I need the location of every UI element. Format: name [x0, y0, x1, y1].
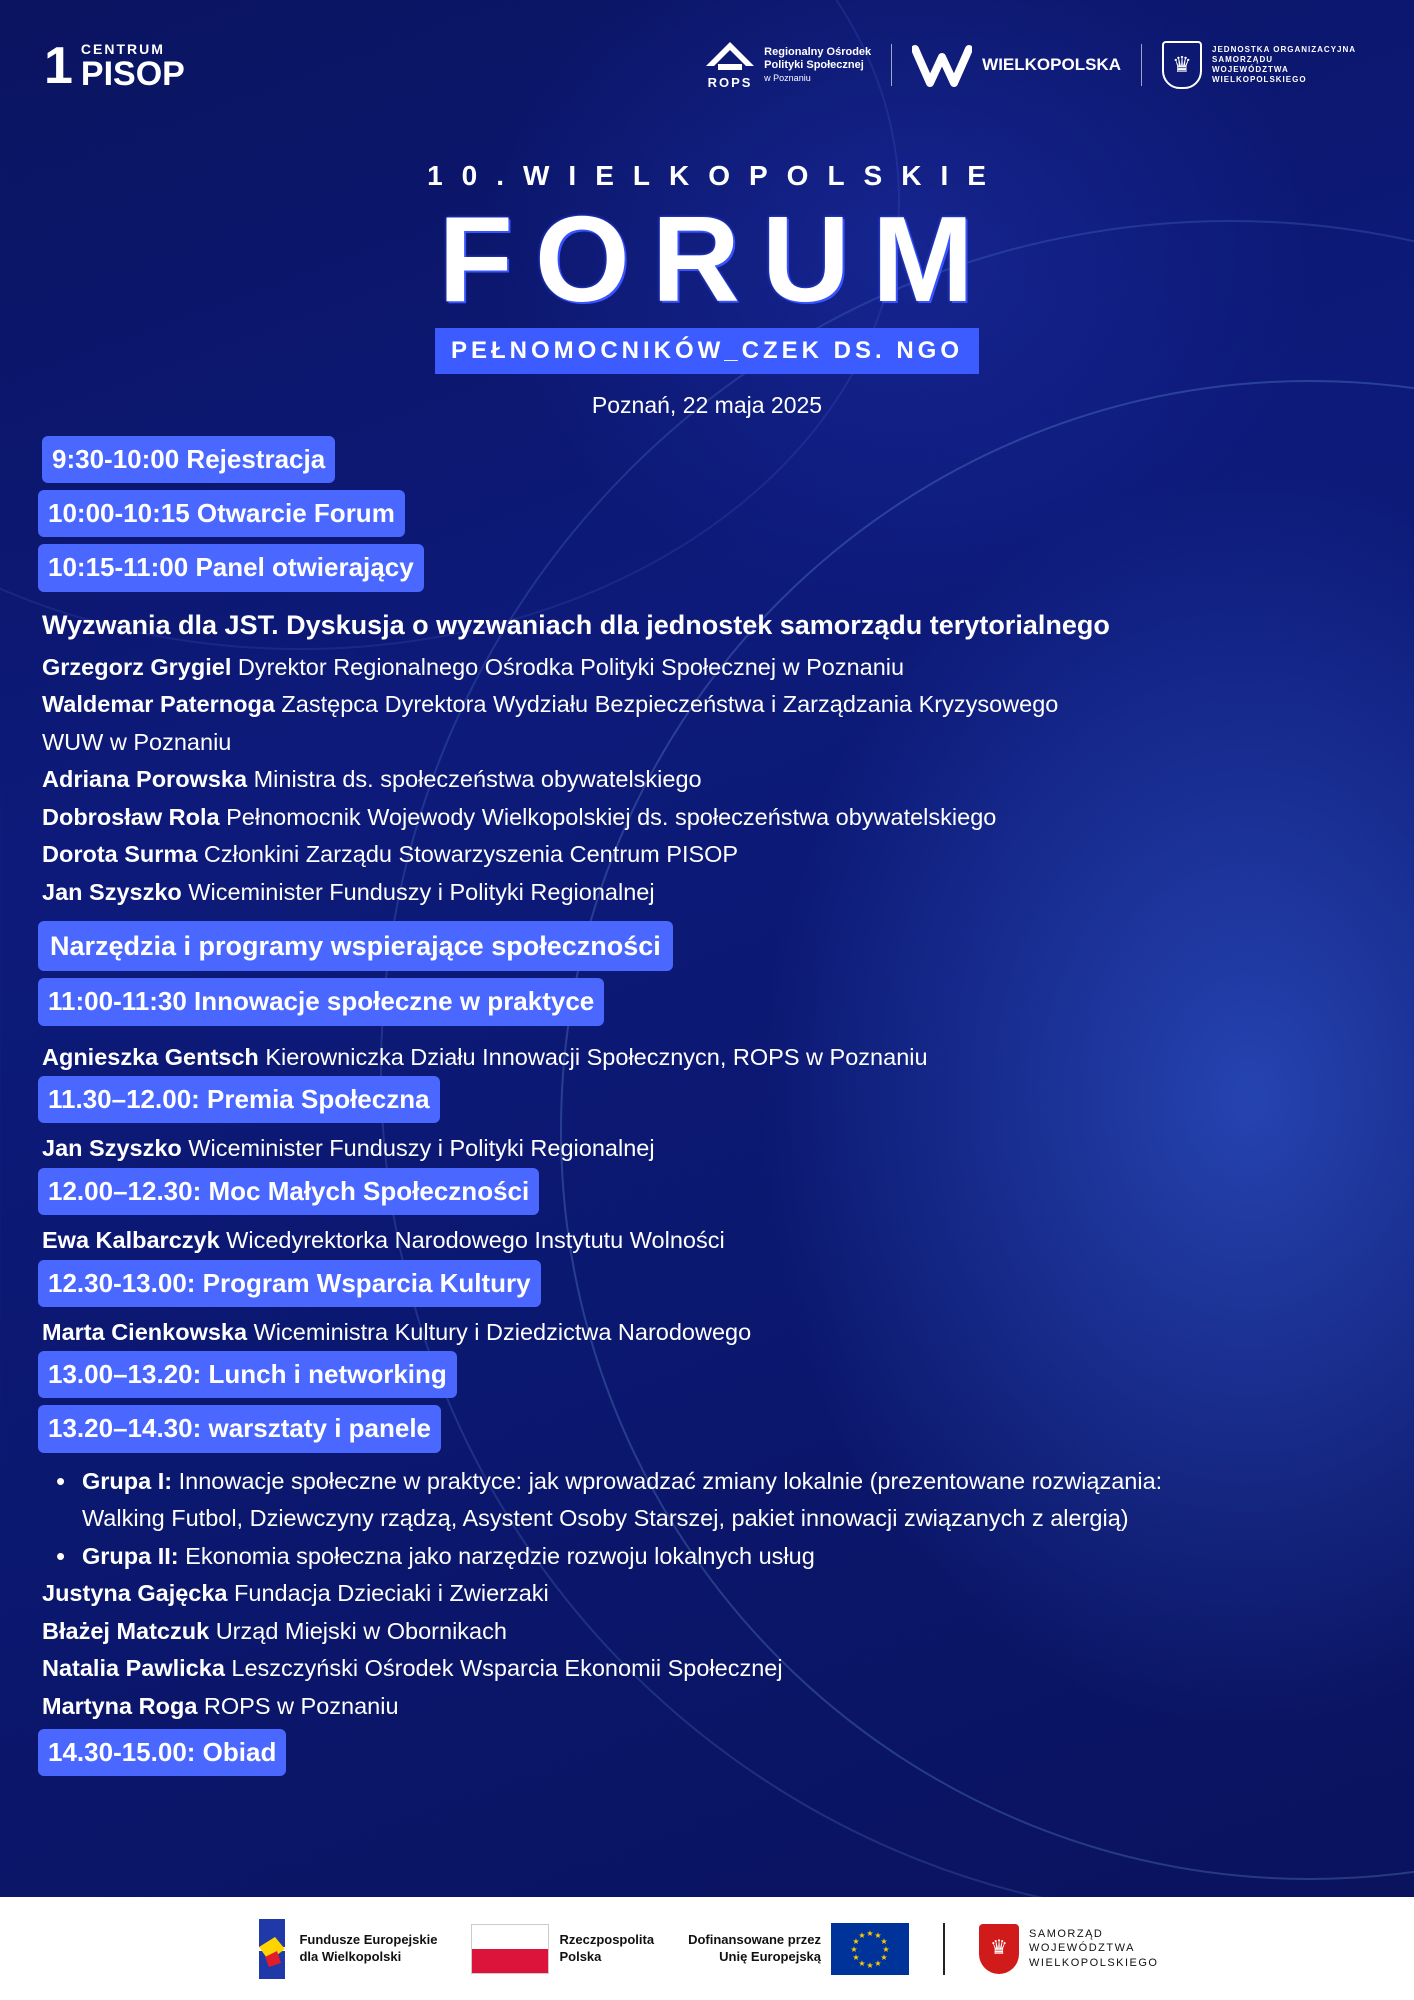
eagle-shield-icon: ♛ [1162, 41, 1202, 89]
wielkopolska-coat-of-arms-icon: ♛ [979, 1924, 1019, 1974]
agenda-item-opening-panel: 10:15-11:00 Panel otwierający [38, 544, 424, 591]
rops-acronym: ROPS [707, 75, 753, 90]
agenda-item-lunch: 13.00–13.20: Lunch i networking [38, 1351, 457, 1398]
title-main: FORUM [438, 191, 996, 327]
program-agenda [38, 436, 1378, 1783]
panel-heading: Wyzwania dla JST. Dyskusja o wyzwaniach dla jednostek samorządu terytorialnego [42, 609, 1110, 640]
svg-text:★: ★ [866, 1928, 874, 1938]
group-speaker: Justyna Gajęcka Fundacja Dzieciaki i Zwierzaki [42, 1580, 549, 1607]
eu-line2: Unię Europejską [719, 1948, 822, 1964]
fe-emblem-icon [255, 1917, 289, 1981]
title-subtitle-bar: PEŁNOMOCNIKÓW_CZEK DS. NGO [435, 328, 979, 374]
eu-line1: Dofinansowane przez [688, 1932, 822, 1948]
samorzad-wielkopolski-logo [979, 1924, 1158, 1974]
rp-line1: Rzeczpospolita [559, 1932, 655, 1948]
fe-line1: Fundusze Europejskie [299, 1932, 438, 1948]
wielkopolska-text: WIELKOPOLSKA [982, 55, 1121, 74]
svg-text:★: ★ [874, 1930, 882, 1940]
svg-text:★: ★ [852, 1952, 860, 1962]
svg-text:★: ★ [866, 1960, 874, 1970]
group-speaker: Natalia Pawlicka Leszczyński Ośrodek Wsparcia Ekonomii Społecznej [42, 1655, 783, 1682]
sam-line2: WOJEWÓDZTWA [1029, 1942, 1135, 1955]
footer-divider [943, 1923, 945, 1975]
seal-line2: SAMORZĄDU [1212, 55, 1273, 64]
event-title [0, 160, 1414, 419]
fundusze-europejskie-logo [255, 1917, 437, 1981]
rops-logo [704, 40, 871, 90]
svg-text:★: ★ [882, 1944, 890, 1954]
workshop-group-1: • Grupa I: Innowacje społeczne w praktyce: jak wprowadzać zmiany lokalnie (prezentowane rozwiązania: Walking Futbol, Dziewczyny rządzą, Asystent Osoby Starszej, pakiet innowacji związanych z alergią) [82, 1463, 1202, 1538]
agenda-item-premia: 11.30–12.00: Premia Społeczna [38, 1076, 440, 1123]
title-edition: 10.WIELKOPOLSKIE [427, 160, 1005, 191]
sam-line1: SAMORZĄD [1029, 1928, 1104, 1941]
svg-text:★: ★ [858, 1930, 866, 1940]
svg-text:★: ★ [880, 1952, 888, 1962]
agenda-item-culture-program: 12.30-13.00: Program Wsparcia Kultury [38, 1260, 541, 1307]
eu-flag-icon [831, 1923, 909, 1975]
event-date: Poznań, 22 maja 2025 [591, 392, 823, 418]
panel-speaker: Grzegorz Grygiel Dyrektor Regionalnego Ośrodka Polityki Społecznej w Poznaniu [42, 653, 905, 680]
pisop-logo-small-text: CENTRUM [80, 41, 165, 57]
group-speaker: Błażej Matczuk Urząd Miejski w Obornikach [42, 1617, 507, 1644]
rp-line2: Polska [559, 1948, 602, 1964]
section-heading-tools: Narzędzia i programy wspierające społeczności [38, 921, 673, 971]
panel-speaker-continuation: WUW w Poznaniu [42, 728, 232, 755]
panel-speaker: Dorota Surma Członkini Zarządu Stowarzyszenia Centrum PISOP [42, 841, 739, 868]
rops-line1: Regionalny Ośrodek [764, 45, 872, 58]
svg-text:★: ★ [850, 1944, 858, 1954]
wielkopolska-w-icon [912, 43, 972, 87]
seal-line1: JEDNOSTKA ORGANIZACYJNA [1212, 45, 1357, 54]
rops-emblem-icon [704, 40, 756, 90]
panel-speaker: Jan Szyszko Wiceminister Funduszy i Polityki Regionalnej [42, 878, 655, 905]
agenda-item-innovations: 11:00-11:30 Innowacje społeczne w praktyce [38, 978, 604, 1025]
session-speaker: Ewa Kalbarczyk Wicedyrektorka Narodowego Instytutu Wolności [42, 1227, 725, 1254]
partner-logos [704, 40, 1362, 90]
group-speaker: Martyna Roga ROPS w Poznaniu [42, 1692, 399, 1719]
logo-divider [1141, 44, 1142, 86]
sam-line3: WIELKOPOLSKIEGO [1029, 1956, 1159, 1969]
svg-text:★: ★ [874, 1958, 882, 1968]
workshop-groups [38, 1463, 1378, 1576]
seal-line3: WOJEWÓDZTWA [1212, 65, 1289, 74]
panel-speaker: Waldemar Paternoga Zastępca Dyrektora Wydziału Bezpieczeństwa i Zarządzania Kryzysowego [42, 691, 1059, 718]
pisop-mark-icon: 1 [44, 37, 73, 95]
rzeczpospolita-logo [471, 1924, 654, 1974]
poland-flag-icon [471, 1924, 549, 1974]
pisop-logo-big-text: PISOP [80, 55, 185, 93]
agenda-item-registration: 9:30-10:00 Rejestracja [42, 436, 335, 483]
agenda-item-opening: 10:00-10:15 Otwarcie Forum [38, 490, 405, 537]
fe-line2: dla Wielkopolski [299, 1948, 402, 1964]
samorzad-seal-logo [1162, 41, 1362, 89]
seal-line4: WIELKOPOLSKIEGO [1212, 75, 1307, 84]
rops-line2: Polityki Społecznej [764, 59, 864, 72]
svg-text:★: ★ [880, 1936, 888, 1946]
session-speaker: Agnieszka Gentsch Kierowniczka Działu Innowacji Społecznycn, ROPS w Poznaniu [42, 1043, 928, 1070]
rops-line3: w Poznaniu [764, 73, 811, 84]
session-speaker: Jan Szyszko Wiceminister Funduszy i Polityki Regionalnej [42, 1135, 655, 1162]
funding-footer [0, 1897, 1414, 2000]
logo-divider [891, 44, 892, 86]
agenda-item-small-communities: 12.00–12.30: Moc Małych Społeczności [38, 1168, 539, 1215]
panel-speaker: Dobrosław Rola Pełnomocnik Wojewody Wielkopolskiej ds. społeczeństwa obywatelskiego [42, 803, 997, 830]
svg-text:★: ★ [858, 1958, 866, 1968]
svg-text:★: ★ [852, 1936, 860, 1946]
panel-speaker: Adriana Porowska Ministra ds. społeczeństwa obywatelskiego [42, 766, 702, 793]
wielkopolska-logo [912, 43, 1121, 87]
agenda-item-dinner: 14.30-15.00: Obiad [38, 1729, 286, 1776]
eu-logo [688, 1923, 909, 1975]
workshop-group-2: • Grupa II: Ekonomia społeczna jako narzędzie rozwoju lokalnych usług [82, 1538, 1378, 1576]
agenda-item-workshops: 13.20–14.30: warsztaty i panele [38, 1405, 441, 1452]
centrum-pisop-logo [44, 37, 185, 95]
session-speaker: Marta Cienkowska Wiceministra Kultury i Dziedzictwa Narodowego [42, 1318, 752, 1345]
